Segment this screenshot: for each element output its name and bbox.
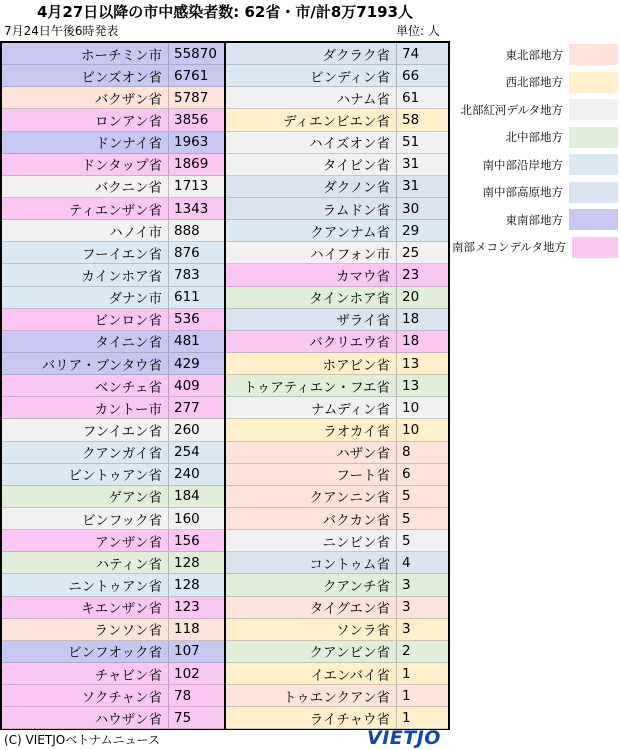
announcement-date: 7月24日午後6時発表 xyxy=(4,24,119,38)
province-name: ライチャウ省 xyxy=(309,711,390,728)
province-name: ハイフォン市 xyxy=(310,246,390,263)
province-name: ビンズオン省 xyxy=(81,69,162,86)
case-count: 18 xyxy=(396,309,448,330)
province-row xyxy=(2,530,224,552)
province-name: ナムディン省 xyxy=(311,401,390,418)
province-name: ビンフオック省 xyxy=(68,645,162,662)
province-row xyxy=(2,220,224,242)
province-name: ラムドン省 xyxy=(322,202,390,219)
cases-table-left-column xyxy=(2,43,226,728)
case-count: 277 xyxy=(168,397,224,418)
province-row xyxy=(2,685,224,707)
province-name: ゲアン省 xyxy=(108,490,162,507)
case-count: 6761 xyxy=(168,65,224,86)
legend-label: 南中部高原地方 xyxy=(482,185,563,200)
cases-table xyxy=(0,41,450,730)
province-row xyxy=(226,65,448,87)
province-row xyxy=(226,442,448,464)
province-name: チャビン省 xyxy=(94,667,162,684)
province-row xyxy=(226,619,448,641)
province-name: ダナン市 xyxy=(108,291,162,308)
case-count: 5787 xyxy=(168,87,224,108)
province-row xyxy=(2,109,224,131)
province-name: アンザン省 xyxy=(95,534,162,551)
region-legend xyxy=(452,41,618,261)
legend-swatch xyxy=(569,209,618,230)
legend-label: 南部メコンデルタ地方 xyxy=(452,240,566,255)
province-row xyxy=(226,132,448,154)
province-row xyxy=(2,707,224,729)
province-name: ロンアン省 xyxy=(95,113,162,130)
province-row xyxy=(2,331,224,353)
province-row xyxy=(226,198,448,220)
legend-item xyxy=(452,179,618,207)
case-count: 58 xyxy=(396,109,448,130)
legend-item xyxy=(452,151,618,179)
province-name: カマウ省 xyxy=(336,268,390,285)
case-count: 888 xyxy=(168,220,224,241)
province-row xyxy=(2,552,224,574)
province-name: コントゥム省 xyxy=(309,556,390,573)
province-row xyxy=(226,353,448,375)
province-name: タインホア省 xyxy=(309,291,390,308)
province-name: タイビン省 xyxy=(322,158,390,175)
province-row xyxy=(226,331,448,353)
province-name: キエンザン省 xyxy=(81,601,162,618)
case-count: 123 xyxy=(168,597,224,618)
legend-swatch xyxy=(569,44,618,65)
province-name: ビンフック省 xyxy=(81,512,162,529)
case-count: 3 xyxy=(396,619,448,640)
case-count: 20 xyxy=(396,287,448,308)
province-row xyxy=(2,132,224,154)
province-name: ニンビン省 xyxy=(322,534,390,551)
case-count: 51 xyxy=(396,132,448,153)
province-row xyxy=(2,87,224,109)
legend-swatch xyxy=(569,182,618,203)
case-count: 1 xyxy=(396,685,448,706)
province-row xyxy=(226,685,448,707)
province-row xyxy=(226,464,448,486)
case-count: 160 xyxy=(168,508,224,529)
province-name: フーイエン省 xyxy=(81,246,162,263)
province-name: ベンチェ省 xyxy=(94,379,162,396)
province-name: トゥアティエン・フエ省 xyxy=(243,379,390,396)
province-name: タイニン省 xyxy=(95,335,162,352)
province-row xyxy=(226,242,448,264)
case-count: 75 xyxy=(168,707,224,728)
province-name: ハザン省 xyxy=(336,446,390,463)
province-name: ハノイ市 xyxy=(109,224,162,241)
case-count: 128 xyxy=(168,552,224,573)
province-name: ソクチャン省 xyxy=(81,689,162,706)
province-name: クアンガイ省 xyxy=(81,446,162,463)
province-row xyxy=(226,552,448,574)
province-row xyxy=(2,176,224,198)
case-count: 1963 xyxy=(168,132,224,153)
province-name: バクリエウ省 xyxy=(309,335,390,352)
unit-label: 単位: 人 xyxy=(396,24,440,38)
case-count: 5 xyxy=(396,508,448,529)
province-row xyxy=(2,65,224,87)
province-name: ラオカイ省 xyxy=(323,423,390,440)
case-count: 66 xyxy=(396,65,448,86)
province-name: フンイエン省 xyxy=(82,423,162,440)
province-row xyxy=(2,508,224,530)
province-name: ソンラ省 xyxy=(336,623,390,640)
province-row xyxy=(2,663,224,685)
case-count: 156 xyxy=(168,530,224,551)
case-count: 13 xyxy=(396,353,448,374)
province-name: ニントゥアン省 xyxy=(68,578,162,595)
province-row xyxy=(226,419,448,441)
province-row xyxy=(2,397,224,419)
case-count: 55870 xyxy=(168,43,224,64)
legend-label: 北中部地方 xyxy=(505,130,563,145)
province-name: イエンバイ省 xyxy=(310,667,390,684)
case-count: 184 xyxy=(168,486,224,507)
cases-table-right-column xyxy=(226,43,448,728)
case-count: 29 xyxy=(396,220,448,241)
province-name: クアンナム省 xyxy=(310,224,390,241)
province-name: ハナム省 xyxy=(336,91,390,108)
province-name: ザライ省 xyxy=(336,313,390,330)
province-name: ドンナイ省 xyxy=(95,136,162,153)
province-row xyxy=(226,109,448,131)
province-row xyxy=(2,287,224,309)
case-count: 128 xyxy=(168,574,224,595)
case-count: 4 xyxy=(396,552,448,573)
case-count: 102 xyxy=(168,663,224,684)
province-name: ビントゥアン省 xyxy=(68,468,162,485)
province-row xyxy=(226,508,448,530)
province-row xyxy=(226,43,448,65)
case-count: 10 xyxy=(396,419,448,440)
page-title: 4月27日以降の市中感染者数: 62省・市/計8万7193人 xyxy=(36,3,414,21)
province-name: バリア・ブンタウ省 xyxy=(41,357,162,374)
legend-label: 西北部地方 xyxy=(505,75,563,90)
province-row xyxy=(2,619,224,641)
case-count: 783 xyxy=(168,264,224,285)
province-row xyxy=(2,574,224,596)
legend-swatch xyxy=(569,154,618,175)
province-row xyxy=(226,264,448,286)
case-count: 6 xyxy=(396,464,448,485)
case-count: 118 xyxy=(168,619,224,640)
province-row xyxy=(2,242,224,264)
case-count: 3856 xyxy=(168,109,224,130)
legend-item xyxy=(452,69,618,97)
legend-swatch xyxy=(569,127,618,148)
province-row xyxy=(226,486,448,508)
province-row xyxy=(226,597,448,619)
province-name: バクザン省 xyxy=(94,91,162,108)
province-row xyxy=(226,220,448,242)
province-name: ハウザン省 xyxy=(94,711,162,728)
case-count: 31 xyxy=(396,176,448,197)
case-count: 409 xyxy=(168,375,224,396)
case-count: 1343 xyxy=(168,198,224,219)
case-count: 13 xyxy=(396,375,448,396)
province-row xyxy=(2,353,224,375)
legend-label: 北部紅河デルタ地方 xyxy=(460,102,563,117)
case-count: 25 xyxy=(396,242,448,263)
case-count: 61 xyxy=(396,87,448,108)
province-row xyxy=(226,574,448,596)
case-count: 5 xyxy=(396,486,448,507)
province-row xyxy=(226,309,448,331)
province-row xyxy=(226,87,448,109)
province-name: ダクラク省 xyxy=(322,47,390,64)
legend-item xyxy=(452,41,618,69)
case-count: 74 xyxy=(396,43,448,64)
province-row xyxy=(2,597,224,619)
province-row xyxy=(2,442,224,464)
province-name: ビンロン省 xyxy=(94,313,162,330)
case-count: 2 xyxy=(396,641,448,662)
province-row xyxy=(226,530,448,552)
vietjo-logo: VIETJO xyxy=(367,727,441,749)
province-row xyxy=(2,419,224,441)
province-row xyxy=(226,397,448,419)
province-name: バクカン省 xyxy=(322,512,390,529)
province-row xyxy=(226,641,448,663)
case-count: 10 xyxy=(396,397,448,418)
province-name: バクニン省 xyxy=(94,180,162,197)
province-name: ホアビン省 xyxy=(322,357,390,374)
case-count: 1 xyxy=(396,663,448,684)
case-count: 31 xyxy=(396,154,448,175)
case-count: 3 xyxy=(396,574,448,595)
case-count: 8 xyxy=(396,442,448,463)
province-name: カインホア省 xyxy=(81,268,162,285)
province-row xyxy=(2,309,224,331)
legend-swatch xyxy=(572,237,618,258)
legend-swatch xyxy=(569,99,618,120)
province-name: クアンニン省 xyxy=(309,490,390,507)
legend-swatch xyxy=(569,72,618,93)
province-name: トゥエンクアン省 xyxy=(283,689,390,706)
province-name: ディエンビエン省 xyxy=(283,113,390,130)
province-name: カントー市 xyxy=(94,401,162,418)
case-count: 1 xyxy=(396,707,448,728)
province-name: ハイズオン省 xyxy=(309,136,390,153)
province-row xyxy=(226,663,448,685)
province-name: ダクノン省 xyxy=(323,180,390,197)
province-name: ホーチミン市 xyxy=(81,47,162,64)
case-count: 1869 xyxy=(168,154,224,175)
province-name: ハティン省 xyxy=(95,556,162,573)
province-row xyxy=(226,375,448,397)
legend-item xyxy=(452,96,618,124)
case-count: 107 xyxy=(168,641,224,662)
province-row xyxy=(2,464,224,486)
case-count: 240 xyxy=(168,464,224,485)
legend-item xyxy=(452,124,618,152)
province-row xyxy=(2,198,224,220)
case-count: 429 xyxy=(168,353,224,374)
case-count: 481 xyxy=(168,331,224,352)
province-row xyxy=(226,287,448,309)
legend-label: 東南部地方 xyxy=(505,212,563,227)
case-count: 536 xyxy=(168,309,224,330)
case-count: 1713 xyxy=(168,176,224,197)
province-name: ドンタップ省 xyxy=(81,158,162,175)
case-count: 876 xyxy=(168,242,224,263)
province-row xyxy=(2,486,224,508)
copyright-footer: (C) VIETJOベトナムニュース xyxy=(4,733,161,747)
province-name: ビンディン省 xyxy=(310,69,390,86)
province-name: フート省 xyxy=(336,468,390,485)
case-count: 3 xyxy=(396,597,448,618)
case-count: 78 xyxy=(168,685,224,706)
case-count: 611 xyxy=(168,287,224,308)
legend-label: 南中部沿岸地方 xyxy=(482,157,563,172)
legend-label: 東北部地方 xyxy=(505,47,563,62)
province-row xyxy=(226,176,448,198)
province-name: ティエンザン省 xyxy=(68,202,162,219)
province-name: タイグエン省 xyxy=(309,601,390,618)
province-name: クアンビン省 xyxy=(309,645,390,662)
case-count: 5 xyxy=(396,530,448,551)
province-name: クアンチ省 xyxy=(323,578,390,595)
legend-item xyxy=(452,206,618,234)
case-count: 18 xyxy=(396,331,448,352)
province-row xyxy=(2,43,224,65)
case-count: 23 xyxy=(396,264,448,285)
province-row xyxy=(2,264,224,286)
case-count: 254 xyxy=(168,442,224,463)
case-count: 260 xyxy=(168,419,224,440)
province-row xyxy=(2,154,224,176)
case-count: 30 xyxy=(396,198,448,219)
province-row xyxy=(2,641,224,663)
province-name: ランソン省 xyxy=(94,623,162,640)
province-row xyxy=(226,154,448,176)
province-row xyxy=(2,375,224,397)
legend-item xyxy=(452,234,618,262)
